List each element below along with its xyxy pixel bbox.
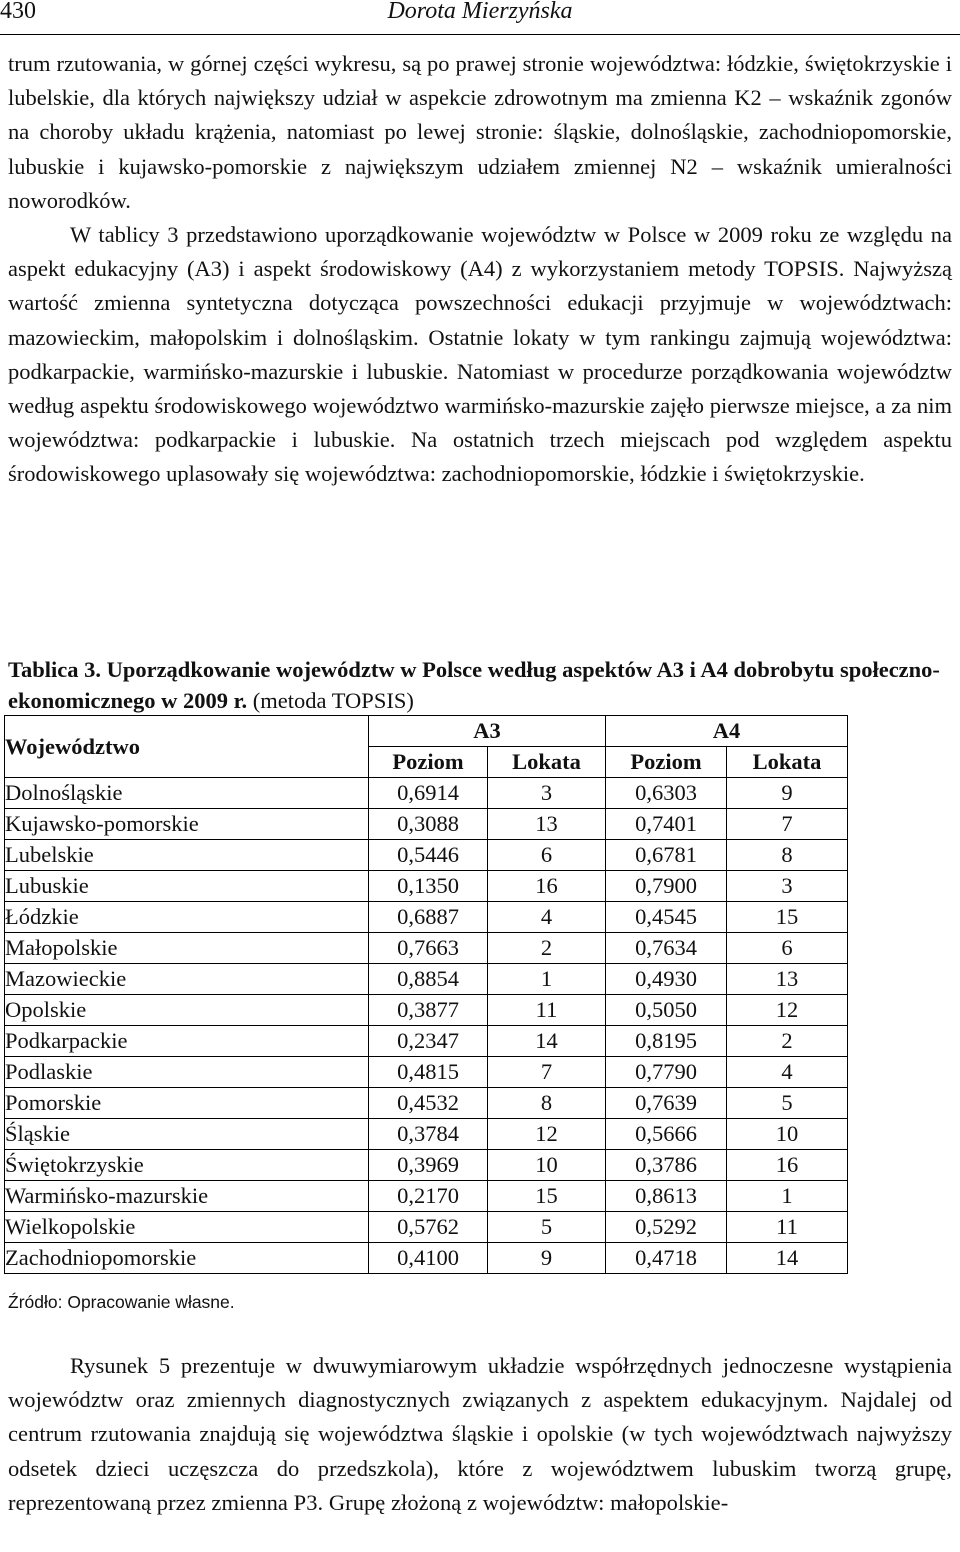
a4-level-cell: 0,5050 xyxy=(606,995,727,1026)
body-text-block-2 xyxy=(8,1349,952,1520)
a3-level-cell: 0,5446 xyxy=(369,840,488,871)
a4-rank-cell: 2 xyxy=(727,1026,848,1057)
paragraph-1: trum rzutowania, w górnej części wykresu, są po prawej stronie województwa: łódzkie, świętokrzyskie i lubelskie, dla których największy udział w aspekcie zdrowotnym ma zmienna K2 – wskaźnik zgonów na choroby układu krążenia, natomiast po lewej stronie: śląskie, dolnośląskie, zachodniopomorskie, lubuskie i kujawsko-pomorskie z największym udziałem zmiennej N2 – wskaźnik umieralności noworodków. xyxy=(8,51,952,213)
table-row xyxy=(5,933,848,964)
ranking-table xyxy=(4,715,848,1274)
region-cell: Świętokrzyskie xyxy=(5,1150,369,1181)
table-caption-method: (metoda TOPSIS) xyxy=(247,688,414,713)
a4-level-cell: 0,6303 xyxy=(606,778,727,809)
region-cell: Lubuskie xyxy=(5,871,369,902)
a3-level-cell: 0,4815 xyxy=(369,1057,488,1088)
a3-level-cell: 0,1350 xyxy=(369,871,488,902)
a3-rank-cell: 1 xyxy=(488,964,606,995)
region-cell: Łódzkie xyxy=(5,902,369,933)
a3-level-cell: 0,3877 xyxy=(369,995,488,1026)
paragraph-2: W tablicy 3 przedstawiono uporządkowanie województw w Polsce w 2009 roku ze względu na aspekt edukacyjny (A3) i aspekt środowiskowy (A4) z wykorzystaniem metody TOPSIS. Najwyższą wartość zmienna syntetyczna dotycząca powszechności edukacji przyjmuje w województwach: mazowieckim, małopolskim i dolnośląskim. Ostatnie lokaty w tym rankingu zajmują województwa: podkarpackie, warmińsko-mazurskie i lubuskie. Natomiast w procedurze porządkowania województw według aspektu środowiskowego województwo warmińsko-mazurskie zajęło pierwsze miejsce, a za nim województwa: podkarpackie i lubuskie. Na ostatnich trzech miejscach pod względem aspektu środowiskowego uplasowały się województwa: zachodniopomorskie, łódzkie i świętokrzyskie. xyxy=(8,222,952,487)
a4-rank-cell: 9 xyxy=(727,778,848,809)
table-body xyxy=(5,778,848,1274)
a4-level-cell: 0,4545 xyxy=(606,902,727,933)
table-row xyxy=(5,871,848,902)
a4-level-cell: 0,4930 xyxy=(606,964,727,995)
table-row xyxy=(5,778,848,809)
a3-rank-cell: 9 xyxy=(488,1243,606,1274)
a3-level-cell: 0,3969 xyxy=(369,1150,488,1181)
header-region: Województwo xyxy=(5,716,369,778)
a3-level-cell: 0,5762 xyxy=(369,1212,488,1243)
body-text-block-1 xyxy=(8,47,952,492)
a4-level-cell: 0,7639 xyxy=(606,1088,727,1119)
table-row xyxy=(5,1119,848,1150)
a3-level-cell: 0,3784 xyxy=(369,1119,488,1150)
header-a4-level: Poziom xyxy=(606,747,727,778)
a4-rank-cell: 11 xyxy=(727,1212,848,1243)
a3-level-cell: 0,4100 xyxy=(369,1243,488,1274)
table-row xyxy=(5,964,848,995)
table-row xyxy=(5,1057,848,1088)
a3-rank-cell: 4 xyxy=(488,902,606,933)
a4-level-cell: 0,5666 xyxy=(606,1119,727,1150)
table-row xyxy=(5,840,848,871)
a4-rank-cell: 14 xyxy=(727,1243,848,1274)
a3-rank-cell: 8 xyxy=(488,1088,606,1119)
region-cell: Kujawsko-pomorskie xyxy=(5,809,369,840)
page-header xyxy=(0,0,960,35)
a4-rank-cell: 1 xyxy=(727,1181,848,1212)
region-cell: Dolnośląskie xyxy=(5,778,369,809)
a3-level-cell: 0,6887 xyxy=(369,902,488,933)
a4-level-cell: 0,6781 xyxy=(606,840,727,871)
table-row xyxy=(5,1026,848,1057)
region-cell: Podlaskie xyxy=(5,1057,369,1088)
a4-rank-cell: 8 xyxy=(727,840,848,871)
table-row xyxy=(5,902,848,933)
region-cell: Opolskie xyxy=(5,995,369,1026)
a3-rank-cell: 14 xyxy=(488,1026,606,1057)
table-caption-title: Tablica 3. Uporządkowanie województw w Polsce według aspektów A3 i A4 dobrobytu społeczno-ekonomicznego w 2009 r. xyxy=(8,657,940,713)
a3-rank-cell: 12 xyxy=(488,1119,606,1150)
paragraph-3: Rysunek 5 prezentuje w dwuwymiarowym układzie współrzędnych jednoczesne wystąpienia województw oraz zmiennych diagnostycznych związanych z aspektem edukacyjnym. Najdalej od centrum rzutowania znajdują się województwa śląskie i opolskie (w tych województwach najwyższy odsetek dzieci uczęszcza do przedszkola), które z województwem lubuskim tworzą grupę, reprezentowaną przez zmienna P3. Grupę złożoną z województw: małopolskie- xyxy=(8,1353,952,1515)
a4-level-cell: 0,7401 xyxy=(606,809,727,840)
a4-rank-cell: 3 xyxy=(727,871,848,902)
a3-level-cell: 0,6914 xyxy=(369,778,488,809)
running-title: Dorota Mierzyńska xyxy=(387,0,573,24)
a3-rank-cell: 10 xyxy=(488,1150,606,1181)
region-cell: Śląskie xyxy=(5,1119,369,1150)
region-cell: Warmińsko-mazurskie xyxy=(5,1181,369,1212)
table-row xyxy=(5,995,848,1026)
table-row xyxy=(5,1150,848,1181)
table-row xyxy=(5,809,848,840)
a4-rank-cell: 13 xyxy=(727,964,848,995)
a4-rank-cell: 16 xyxy=(727,1150,848,1181)
header-a4: A4 xyxy=(606,716,848,747)
a3-rank-cell: 11 xyxy=(488,995,606,1026)
a3-level-cell: 0,3088 xyxy=(369,809,488,840)
region-cell: Podkarpackie xyxy=(5,1026,369,1057)
a3-rank-cell: 7 xyxy=(488,1057,606,1088)
a3-rank-cell: 15 xyxy=(488,1181,606,1212)
a3-level-cell: 0,8854 xyxy=(369,964,488,995)
region-cell: Mazowieckie xyxy=(5,964,369,995)
table-row xyxy=(5,1088,848,1119)
a3-rank-cell: 2 xyxy=(488,933,606,964)
a4-rank-cell: 10 xyxy=(727,1119,848,1150)
region-cell: Pomorskie xyxy=(5,1088,369,1119)
a3-rank-cell: 5 xyxy=(488,1212,606,1243)
a3-level-cell: 0,7663 xyxy=(369,933,488,964)
a3-level-cell: 0,4532 xyxy=(369,1088,488,1119)
table-caption xyxy=(8,654,948,716)
a4-rank-cell: 15 xyxy=(727,902,848,933)
a4-level-cell: 0,5292 xyxy=(606,1212,727,1243)
header-a3-level: Poziom xyxy=(369,747,488,778)
region-cell: Lubelskie xyxy=(5,840,369,871)
a4-level-cell: 0,8613 xyxy=(606,1181,727,1212)
a4-level-cell: 0,3786 xyxy=(606,1150,727,1181)
a3-rank-cell: 13 xyxy=(488,809,606,840)
a4-level-cell: 0,7634 xyxy=(606,933,727,964)
a4-rank-cell: 12 xyxy=(727,995,848,1026)
a4-rank-cell: 5 xyxy=(727,1088,848,1119)
table-row xyxy=(5,1243,848,1274)
table-row xyxy=(5,1212,848,1243)
region-cell: Małopolskie xyxy=(5,933,369,964)
a4-rank-cell: 7 xyxy=(727,809,848,840)
a4-level-cell: 0,8195 xyxy=(606,1026,727,1057)
region-cell: Wielkopolskie xyxy=(5,1212,369,1243)
a3-rank-cell: 6 xyxy=(488,840,606,871)
table-source: Źródło: Opracowanie własne. xyxy=(8,1292,235,1312)
header-a3: A3 xyxy=(369,716,606,747)
a3-level-cell: 0,2347 xyxy=(369,1026,488,1057)
table-row xyxy=(5,1181,848,1212)
table-header-row xyxy=(5,716,848,747)
header-a4-rank: Lokata xyxy=(727,747,848,778)
a3-level-cell: 0,2170 xyxy=(369,1181,488,1212)
a4-level-cell: 0,7900 xyxy=(606,871,727,902)
a3-rank-cell: 16 xyxy=(488,871,606,902)
a4-level-cell: 0,7790 xyxy=(606,1057,727,1088)
header-a3-rank: Lokata xyxy=(488,747,606,778)
page-number: 430 xyxy=(0,0,36,24)
a3-rank-cell: 3 xyxy=(488,778,606,809)
region-cell: Zachodniopomorskie xyxy=(5,1243,369,1274)
a4-level-cell: 0,4718 xyxy=(606,1243,727,1274)
a4-rank-cell: 4 xyxy=(727,1057,848,1088)
a4-rank-cell: 6 xyxy=(727,933,848,964)
